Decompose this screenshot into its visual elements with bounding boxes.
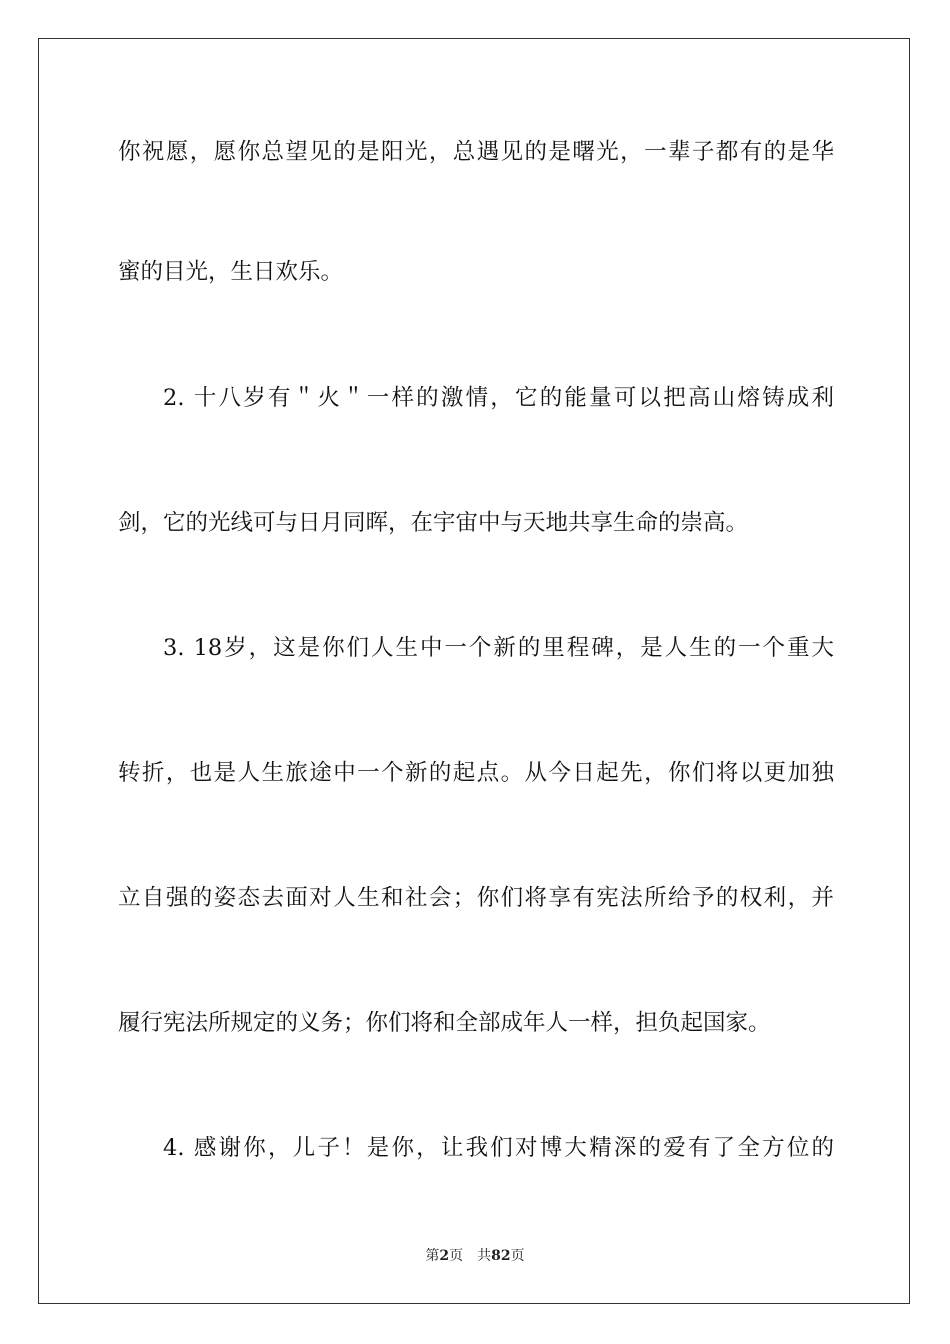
body-text-line-6: 转折，也是人生旅途中一个新的起点。从今日起先，你们将以更加独 xyxy=(118,760,834,786)
footer-total-pages: 82 xyxy=(491,1248,511,1264)
footer-total-suffix: 页 xyxy=(510,1248,525,1264)
body-text-line-9: 4. 感谢你，儿子！是你，让我们对博大精深的爱有了全方位的 xyxy=(163,1135,834,1161)
body-text-line-4: 剑，它的光线可与日月同晖，在宇宙中与天地共享生命的崇高。 xyxy=(118,510,749,536)
footer-page-prefix: 第 xyxy=(425,1248,440,1264)
body-text-line-7: 立自强的姿态去面对人生和社会；你们将享有宪法所给予的权利，并 xyxy=(118,885,834,911)
page-border xyxy=(38,38,910,1304)
page-footer xyxy=(0,1246,950,1266)
footer-page-suffix: 页 xyxy=(449,1248,464,1264)
body-text-line-5: 3. 18岁，这是你们人生中一个新的里程碑，是人生的一个重大 xyxy=(163,635,834,661)
body-text-line-1: 你祝愿，愿你总望见的是阳光，总遇见的是曙光，一辈子都有的是华 xyxy=(118,139,834,165)
body-text-line-3: 2. 十八岁有＂火＂一样的激情，它的能量可以把高山熔铸成利 xyxy=(163,385,834,411)
body-text-line-8: 履行宪法所规定的义务；你们将和全部成年人一样，担负起国家。 xyxy=(118,1010,771,1036)
footer-total-prefix: 共 xyxy=(477,1248,492,1264)
footer-page-number: 2 xyxy=(439,1248,450,1264)
body-text-line-2: 蜜的目光，生日欢乐。 xyxy=(118,259,344,285)
